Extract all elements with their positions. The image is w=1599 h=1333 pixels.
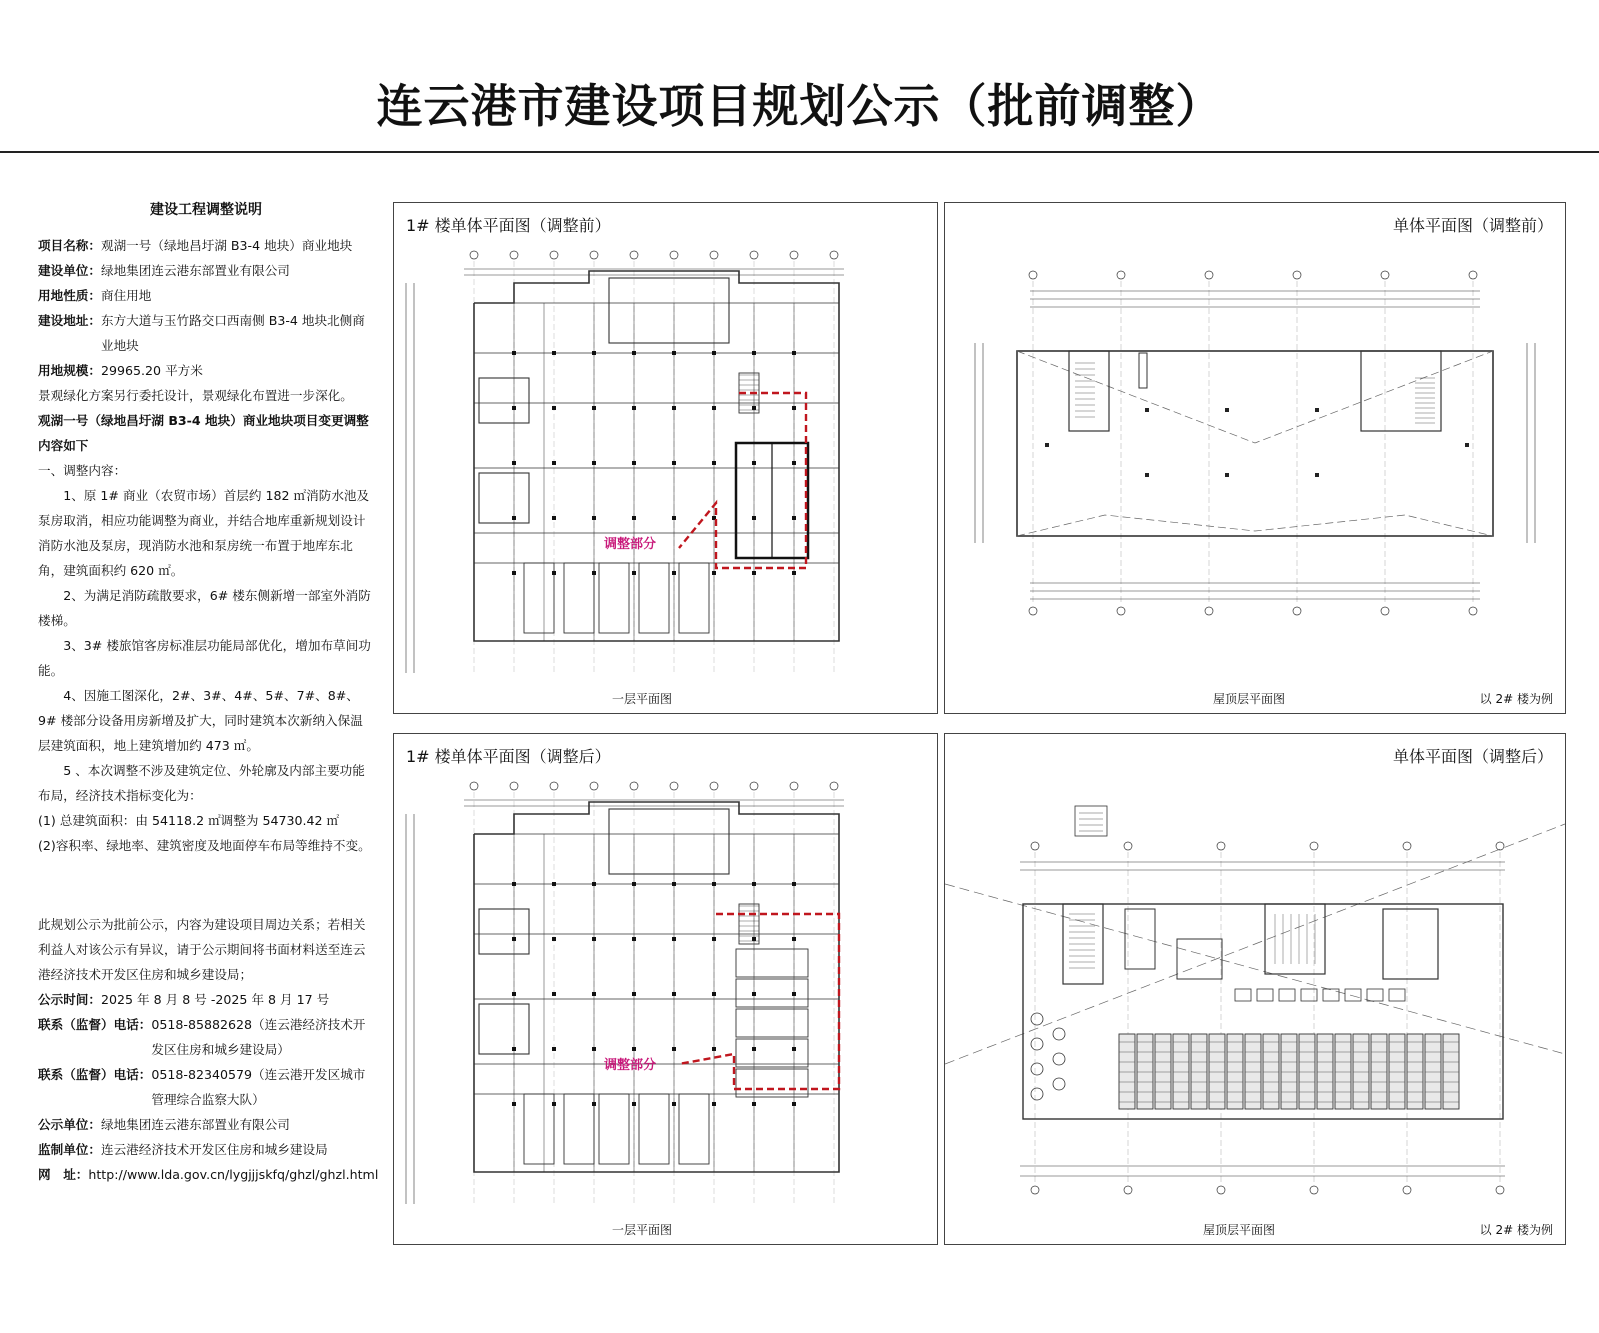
column — [712, 351, 716, 355]
column — [792, 992, 796, 996]
column — [552, 882, 556, 886]
column — [512, 461, 516, 465]
axis-bubble — [1029, 271, 1037, 279]
axis-bubble — [1124, 1186, 1132, 1194]
solar-panel — [1371, 1034, 1387, 1109]
solar-panel — [1353, 1034, 1369, 1109]
shop-unit — [736, 1069, 808, 1097]
axis-bubble — [550, 782, 558, 790]
column — [752, 571, 756, 575]
axis-bubble — [830, 782, 838, 790]
floor-plan-after — [394, 734, 937, 1244]
column — [792, 882, 796, 886]
room — [479, 1004, 529, 1054]
axis-bubble — [470, 782, 478, 790]
axis-bubble — [1496, 1186, 1504, 1194]
ac-unit — [1345, 989, 1361, 1001]
axis-bubble — [1217, 1186, 1225, 1194]
contact-field-row — [38, 1162, 379, 1187]
ac-unit — [1323, 989, 1339, 1001]
axis-bubble — [1310, 1186, 1318, 1194]
contact-field-row — [38, 1137, 374, 1162]
column — [552, 937, 556, 941]
column — [632, 937, 636, 941]
axis-bubble — [1029, 607, 1037, 615]
axis-bubble — [1117, 607, 1125, 615]
contact-field-key: 公示单位： — [38, 1117, 101, 1132]
contact-field-key: 联系（监督）电话： — [38, 1067, 152, 1082]
public-notice: 此规划公示为批前公示，内容为建设项目周边关系；若相关利益人对该公示有异议，请于公示期间将书面材料送至连云港经济技术开发区住房和城乡建设局； — [38, 917, 366, 982]
solar-panel — [1191, 1034, 1207, 1109]
adjusted-area-label: 调整部分 — [604, 1058, 657, 1073]
contact-field-row — [38, 1112, 374, 1137]
fan-unit — [1031, 1038, 1043, 1050]
panel-after-first-floor — [393, 733, 938, 1245]
roof-plan-before — [945, 203, 1565, 713]
column — [712, 1102, 716, 1106]
axis-bubble — [1310, 842, 1318, 850]
column — [672, 571, 676, 575]
project-field-value: 商住用地 — [100, 288, 152, 303]
column — [632, 882, 636, 886]
building-outline — [474, 802, 839, 1172]
solar-panel — [1425, 1034, 1441, 1109]
column — [592, 1047, 596, 1051]
solar-panel — [1263, 1034, 1279, 1109]
project-field-value: 绿地集团连云港东部置业有限公司 — [100, 263, 290, 278]
roof-slope-line — [1017, 515, 1493, 536]
column — [712, 992, 716, 996]
shop-unit — [564, 563, 594, 633]
shop-unit — [736, 1039, 808, 1067]
column — [712, 937, 716, 941]
solar-panel — [1119, 1034, 1135, 1109]
shop-unit — [564, 1094, 594, 1164]
annotation-box — [1075, 806, 1107, 836]
vent — [1139, 353, 1147, 388]
solar-panel — [1443, 1034, 1459, 1109]
fan-unit — [1031, 1063, 1043, 1075]
contact-field-key: 网 址： — [38, 1167, 89, 1182]
column — [792, 516, 796, 520]
shop-unit — [599, 1094, 629, 1164]
adjust-item-2: 2、为满足消防疏散要求，6# 楼东侧新增一部室外消防楼梯。 — [38, 588, 371, 628]
room — [479, 378, 529, 423]
axis-bubble — [1217, 842, 1225, 850]
drain — [1315, 473, 1319, 477]
roof-slope-line — [945, 884, 1565, 1054]
column — [672, 1102, 676, 1106]
column — [512, 406, 516, 410]
solar-panel — [1281, 1034, 1297, 1109]
drawing-caption: 屋顶层平面图 — [1203, 1223, 1276, 1237]
contact-field-value: 2025 年 8 月 8 号 -2025 年 8 月 17 号 — [100, 992, 330, 1007]
equipment — [1177, 939, 1222, 979]
drawing-caption: 一层平面图 — [612, 692, 673, 706]
panel-title: 1# 楼单体平面图（调整后） — [406, 747, 611, 766]
change-heading: 观湖一号（绿地昌圩湖 B3-4 地块）商业地块项目变更调整内容如下 — [38, 413, 369, 453]
column — [592, 992, 596, 996]
column — [592, 937, 596, 941]
shop-unit — [736, 949, 808, 977]
ac-unit — [1301, 989, 1317, 1001]
column — [552, 992, 556, 996]
description-heading: 建设工程调整说明 — [150, 202, 262, 218]
axis-bubble — [590, 782, 598, 790]
shop-unit — [736, 979, 808, 1007]
column — [712, 461, 716, 465]
contact-field-value: http://www.lda.gov.cn/lygjjjskfq/ghzl/ghzl.html — [88, 1167, 379, 1182]
column — [512, 1102, 516, 1106]
panel-after-roof — [944, 733, 1566, 1245]
solar-panel — [1317, 1034, 1333, 1109]
axis-bubble — [1403, 842, 1411, 850]
drain — [1145, 408, 1149, 412]
axis-bubble — [710, 251, 718, 259]
axis-bubble — [510, 782, 518, 790]
column — [592, 1102, 596, 1106]
column — [712, 882, 716, 886]
adjust-item-1: 1、原 1# 商业（农贸市场）首层约 182 ㎡消防水池及泵房取消，相应功能调整为商业，并结合地库重新规划设计消防水池及泵房，现消防水池和泵房统一布置于地库东北角，建筑面积约 620 ㎡。 — [38, 488, 370, 578]
column — [752, 351, 756, 355]
axis-bubble — [790, 251, 798, 259]
axis-bubble — [670, 782, 678, 790]
column — [512, 937, 516, 941]
shop-unit — [639, 563, 669, 633]
fan-unit — [1053, 1078, 1065, 1090]
project-field-key: 用地性质： — [38, 288, 101, 303]
drain — [1225, 473, 1229, 477]
project-field-key: 用地规模： — [38, 363, 101, 378]
column — [552, 516, 556, 520]
sub-item-2: (2)容积率、绿地率、建筑密度及地面停车布局等维持不变。 — [38, 838, 371, 853]
adjusted-area-label: 调整部分 — [604, 537, 657, 552]
stair-core — [1361, 351, 1441, 431]
axis-bubble — [1496, 842, 1504, 850]
column — [752, 1047, 756, 1051]
axis-bubble — [510, 251, 518, 259]
drain — [1045, 443, 1049, 447]
axis-bubble — [1293, 271, 1301, 279]
ac-unit — [1367, 989, 1383, 1001]
drawing-caption: 一层平面图 — [612, 1223, 673, 1237]
axis-bubble — [1293, 607, 1301, 615]
drain — [1465, 443, 1469, 447]
drain — [1145, 473, 1149, 477]
column — [672, 1047, 676, 1051]
axis-bubble — [1469, 271, 1477, 279]
stair-core — [1383, 909, 1438, 979]
project-field-value: 29965.20 平方米 — [100, 363, 203, 378]
drain — [1225, 408, 1229, 412]
shop-unit — [524, 1094, 554, 1164]
section-label: 一、调整内容： — [38, 463, 127, 478]
equipment — [1125, 909, 1155, 969]
solar-panel — [1389, 1034, 1405, 1109]
column — [752, 461, 756, 465]
axis-bubble — [1205, 271, 1213, 279]
solar-panel — [1227, 1034, 1243, 1109]
roof-plan-after — [945, 734, 1565, 1244]
axis-bubble — [670, 251, 678, 259]
project-field-key: 建设单位： — [38, 263, 101, 278]
axis-bubble — [790, 782, 798, 790]
axis-bubble — [1381, 271, 1389, 279]
axis-bubble — [750, 251, 758, 259]
shop-unit — [736, 1009, 808, 1037]
column — [752, 406, 756, 410]
landscape-note: 景观绿化方案另行委托设计，景观绿化布置进一步深化。 — [38, 388, 353, 403]
column — [752, 1102, 756, 1106]
column — [632, 351, 636, 355]
column — [672, 461, 676, 465]
axis-bubble — [630, 782, 638, 790]
column — [672, 406, 676, 410]
solar-panel — [1407, 1034, 1423, 1109]
drawing-caption: 屋顶层平面图 — [1213, 692, 1286, 706]
contact-field-key: 联系（监督）电话： — [38, 1017, 152, 1032]
column — [712, 571, 716, 575]
shop-unit — [679, 1094, 709, 1164]
solar-panel — [1155, 1034, 1171, 1109]
column — [752, 516, 756, 520]
contact-field-value: 绿地集团连云港东部置业有限公司 — [100, 1117, 290, 1132]
adjust-item-3: 3、3# 楼旅馆客房标准层功能局部优化，增加布草间功能。 — [38, 638, 371, 678]
contact-field-row — [38, 1062, 374, 1112]
column — [512, 1047, 516, 1051]
column — [512, 351, 516, 355]
fan-unit — [1053, 1028, 1065, 1040]
adjusted-area-outline — [679, 393, 806, 568]
equipment — [1265, 904, 1325, 974]
axis-bubble — [1403, 1186, 1411, 1194]
panel-before-roof — [944, 202, 1566, 714]
axis-bubble — [1469, 607, 1477, 615]
ac-unit — [1235, 989, 1251, 1001]
axis-bubble — [1031, 842, 1039, 850]
contact-field-row — [38, 1012, 374, 1062]
shop-unit — [679, 563, 709, 633]
column — [672, 351, 676, 355]
contact-field-value: 0518-85882628（连云港经济技术开发区住房和城乡建设局） — [151, 1017, 366, 1057]
fan-unit — [1031, 1088, 1043, 1100]
axis-bubble — [1124, 842, 1132, 850]
project-field-key: 项目名称： — [38, 238, 101, 253]
column — [712, 406, 716, 410]
column — [672, 992, 676, 996]
column — [592, 516, 596, 520]
room — [479, 909, 529, 954]
column — [592, 461, 596, 465]
column — [632, 516, 636, 520]
ac-unit — [1389, 989, 1405, 1001]
axis-bubble — [710, 782, 718, 790]
column — [752, 992, 756, 996]
roof-slope-line — [1017, 351, 1493, 443]
column — [592, 406, 596, 410]
axis-bubble — [470, 251, 478, 259]
column — [512, 882, 516, 886]
column — [552, 571, 556, 575]
axis-bubble — [630, 251, 638, 259]
panel-title: 单体平面图（调整后） — [1392, 747, 1553, 766]
column — [552, 406, 556, 410]
column — [632, 406, 636, 410]
page-title: 连云港市建设项目规划公示（批前调整） — [376, 79, 1223, 133]
project-field-row — [38, 283, 374, 308]
axis-bubble — [830, 251, 838, 259]
example-note: 以 2# 楼为例 — [1479, 692, 1553, 706]
shop-unit — [599, 563, 629, 633]
shop-unit — [524, 563, 554, 633]
column — [632, 992, 636, 996]
column — [632, 1047, 636, 1051]
column — [792, 351, 796, 355]
building-outline — [474, 271, 839, 641]
column — [632, 461, 636, 465]
column — [792, 937, 796, 941]
column — [672, 882, 676, 886]
axis-bubble — [1117, 271, 1125, 279]
column — [552, 1102, 556, 1106]
column — [712, 1047, 716, 1051]
column — [592, 571, 596, 575]
solar-panel — [1299, 1034, 1315, 1109]
project-field-row — [38, 358, 374, 383]
solar-panel — [1173, 1034, 1189, 1109]
example-note: 以 2# 楼为例 — [1479, 1223, 1553, 1237]
ac-unit — [1257, 989, 1273, 1001]
column — [792, 1102, 796, 1106]
column — [632, 571, 636, 575]
column — [552, 351, 556, 355]
fan-unit — [1053, 1053, 1065, 1065]
description-column — [38, 198, 379, 1187]
column — [792, 406, 796, 410]
shop-unit — [639, 1094, 669, 1164]
contact-field-row — [38, 987, 374, 1012]
adjust-item-4: 4、因施工图深化，2#、3#、4#、5#、7#、8#、9# 楼部分设备用房新增及扩大，同时建筑本次新纳入保温层建筑面积，地上建筑增加约 473 ㎡。 — [38, 688, 363, 753]
column — [792, 461, 796, 465]
project-field-key: 建设地址： — [38, 313, 101, 328]
solar-panel — [1335, 1034, 1351, 1109]
column — [752, 882, 756, 886]
ac-unit — [1279, 989, 1295, 1001]
column — [672, 516, 676, 520]
adjust-item-5: 5 、本次调整不涉及建筑定位、外轮廓及内部主要功能布局，经济技术指标变化为： — [38, 763, 365, 803]
room — [609, 809, 729, 874]
column — [552, 461, 556, 465]
title-divider — [0, 151, 1599, 153]
axis-bubble — [1205, 607, 1213, 615]
axis-bubble — [750, 782, 758, 790]
room — [609, 278, 729, 343]
project-field-value: 观湖一号（绿地昌圩湖 B3-4 地块）商业地块 — [100, 238, 353, 253]
drain — [1315, 408, 1319, 412]
project-field-row — [38, 308, 374, 358]
axis-bubble — [590, 251, 598, 259]
panel-before-first-floor — [393, 202, 938, 714]
project-field-row — [38, 233, 374, 258]
contact-field-key: 监制单位： — [38, 1142, 101, 1157]
column — [512, 516, 516, 520]
solar-panel — [1209, 1034, 1225, 1109]
solar-panel — [1137, 1034, 1153, 1109]
column — [592, 882, 596, 886]
project-field-value: 东方大道与玉竹路交口西南侧 B3-4 地块北侧商业地块 — [100, 313, 365, 353]
solar-panel — [1245, 1034, 1261, 1109]
column — [512, 992, 516, 996]
floor-plan-before — [394, 203, 937, 713]
column — [672, 937, 676, 941]
panel-title: 单体平面图（调整前） — [1392, 216, 1553, 235]
project-field-row — [38, 258, 374, 283]
column — [512, 571, 516, 575]
column — [752, 937, 756, 941]
fan-unit — [1031, 1013, 1043, 1025]
column — [792, 571, 796, 575]
column — [552, 1047, 556, 1051]
axis-bubble — [1381, 607, 1389, 615]
column — [632, 1102, 636, 1106]
sub-item-1: (1) 总建筑面积：由 54118.2 ㎡调整为 54730.42 ㎡ — [38, 813, 340, 828]
contact-field-value: 连云港经济技术开发区住房和城乡建设局 — [100, 1142, 328, 1157]
column — [792, 1047, 796, 1051]
axis-bubble — [1031, 1186, 1039, 1194]
axis-bubble — [550, 251, 558, 259]
contact-field-value: 0518-82340579（连云港开发区城市管理综合监察大队） — [151, 1067, 366, 1107]
panel-title: 1# 楼单体平面图（调整前） — [406, 216, 611, 235]
contact-field-key: 公示时间： — [38, 992, 101, 1007]
column — [592, 351, 596, 355]
room — [479, 473, 529, 523]
roof-slope-line — [945, 824, 1565, 1064]
